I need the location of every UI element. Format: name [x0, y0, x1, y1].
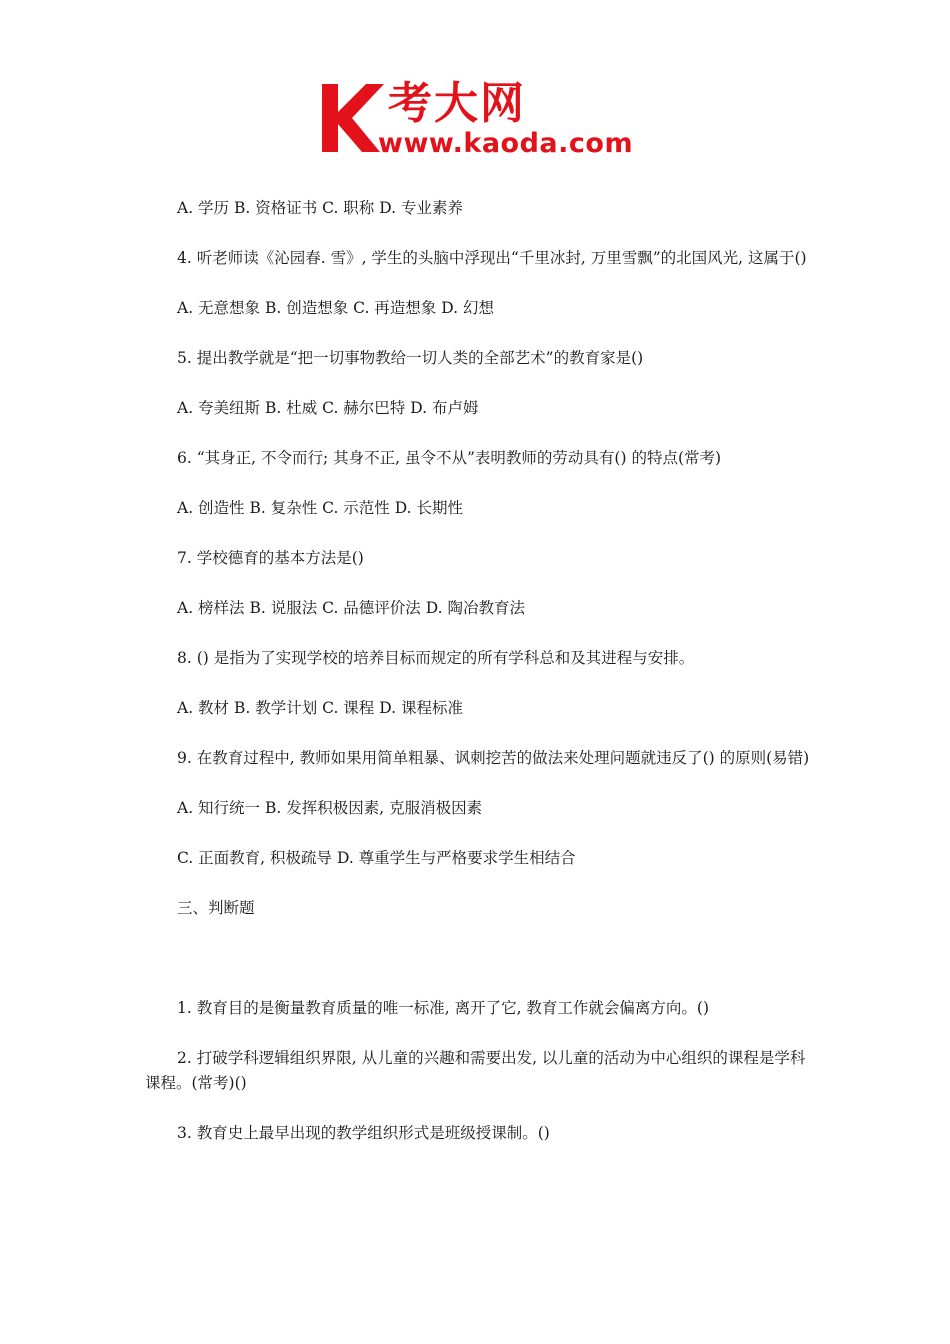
paragraph-tf3: 3. 教育史上最早出现的教学组织形式是班级授课制。() — [177, 1124, 550, 1142]
kaoda-logo — [318, 78, 648, 160]
paragraph-q4: 4. 听老师读《沁园春. 雪》, 学生的头脑中浮现出“千里冰封, 万里雪飘”的北国风光, 这属于() — [177, 249, 807, 267]
paragraph-q9-options-cd: C. 正面教育, 积极疏导 D. 尊重学生与严格要求学生相结合 — [177, 849, 576, 867]
logo-url: www.kaoda.com — [378, 128, 634, 159]
paragraph-q6-options: A. 创造性 B. 复杂性 C. 示范性 D. 长期性 — [177, 499, 463, 517]
paragraph-tf2: 2. 打破学科逻辑组织界限, 从儿童的兴趣和需要出发, 以儿童的活动为中心组织的课程是学科课程。(常考)() — [145, 1049, 806, 1092]
paragraph-q9-options-ab: A. 知行统一 B. 发挥积极因素, 克服消极因素 — [177, 799, 483, 817]
paragraph-q4-options: A. 无意想象 B. 创造想象 C. 再造想象 D. 幻想 — [177, 299, 494, 317]
paragraph-q9: 9. 在教育过程中, 教师如果用简单粗暴、讽刺挖苦的做法来处理问题就违反了() 的原则(易错) — [177, 749, 810, 767]
paragraph-q5-options: A. 夸美纽斯 B. 杜威 C. 赫尔巴特 D. 布卢姆 — [177, 399, 479, 417]
paragraph-q6: 6. “其身正, 不令而行; 其身不正, 虽令不从”表明教师的劳动具有() 的特点(常考) — [177, 449, 722, 467]
paragraph-q7-options: A. 榜样法 B. 说服法 C. 品德评价法 D. 陶冶教育法 — [177, 599, 525, 617]
paragraph-q8: 8. () 是指为了实现学校的培养目标而规定的所有学科总和及其进程与安排。 — [177, 649, 695, 667]
paragraph-q7: 7. 学校德育的基本方法是() — [177, 549, 364, 567]
paragraph-q8-options: A. 教材 B. 教学计划 C. 课程 D. 课程标准 — [177, 699, 463, 717]
document-body — [145, 196, 810, 1171]
paragraph-tf1: 1. 教育目的是衡量教育质量的唯一标准, 离开了它, 教育工作就会偏离方向。() — [177, 999, 710, 1017]
logo-title: 考大网 — [388, 78, 526, 129]
paragraph-q5: 5. 提出教学就是“把一切事物教给一切人类的全部艺术”的教育家是() — [177, 349, 644, 367]
paragraph-q3-options: A. 学历 B. 资格证书 C. 职称 D. 专业素养 — [177, 199, 463, 217]
section-heading-true-false: 三、判断题 — [177, 899, 255, 917]
